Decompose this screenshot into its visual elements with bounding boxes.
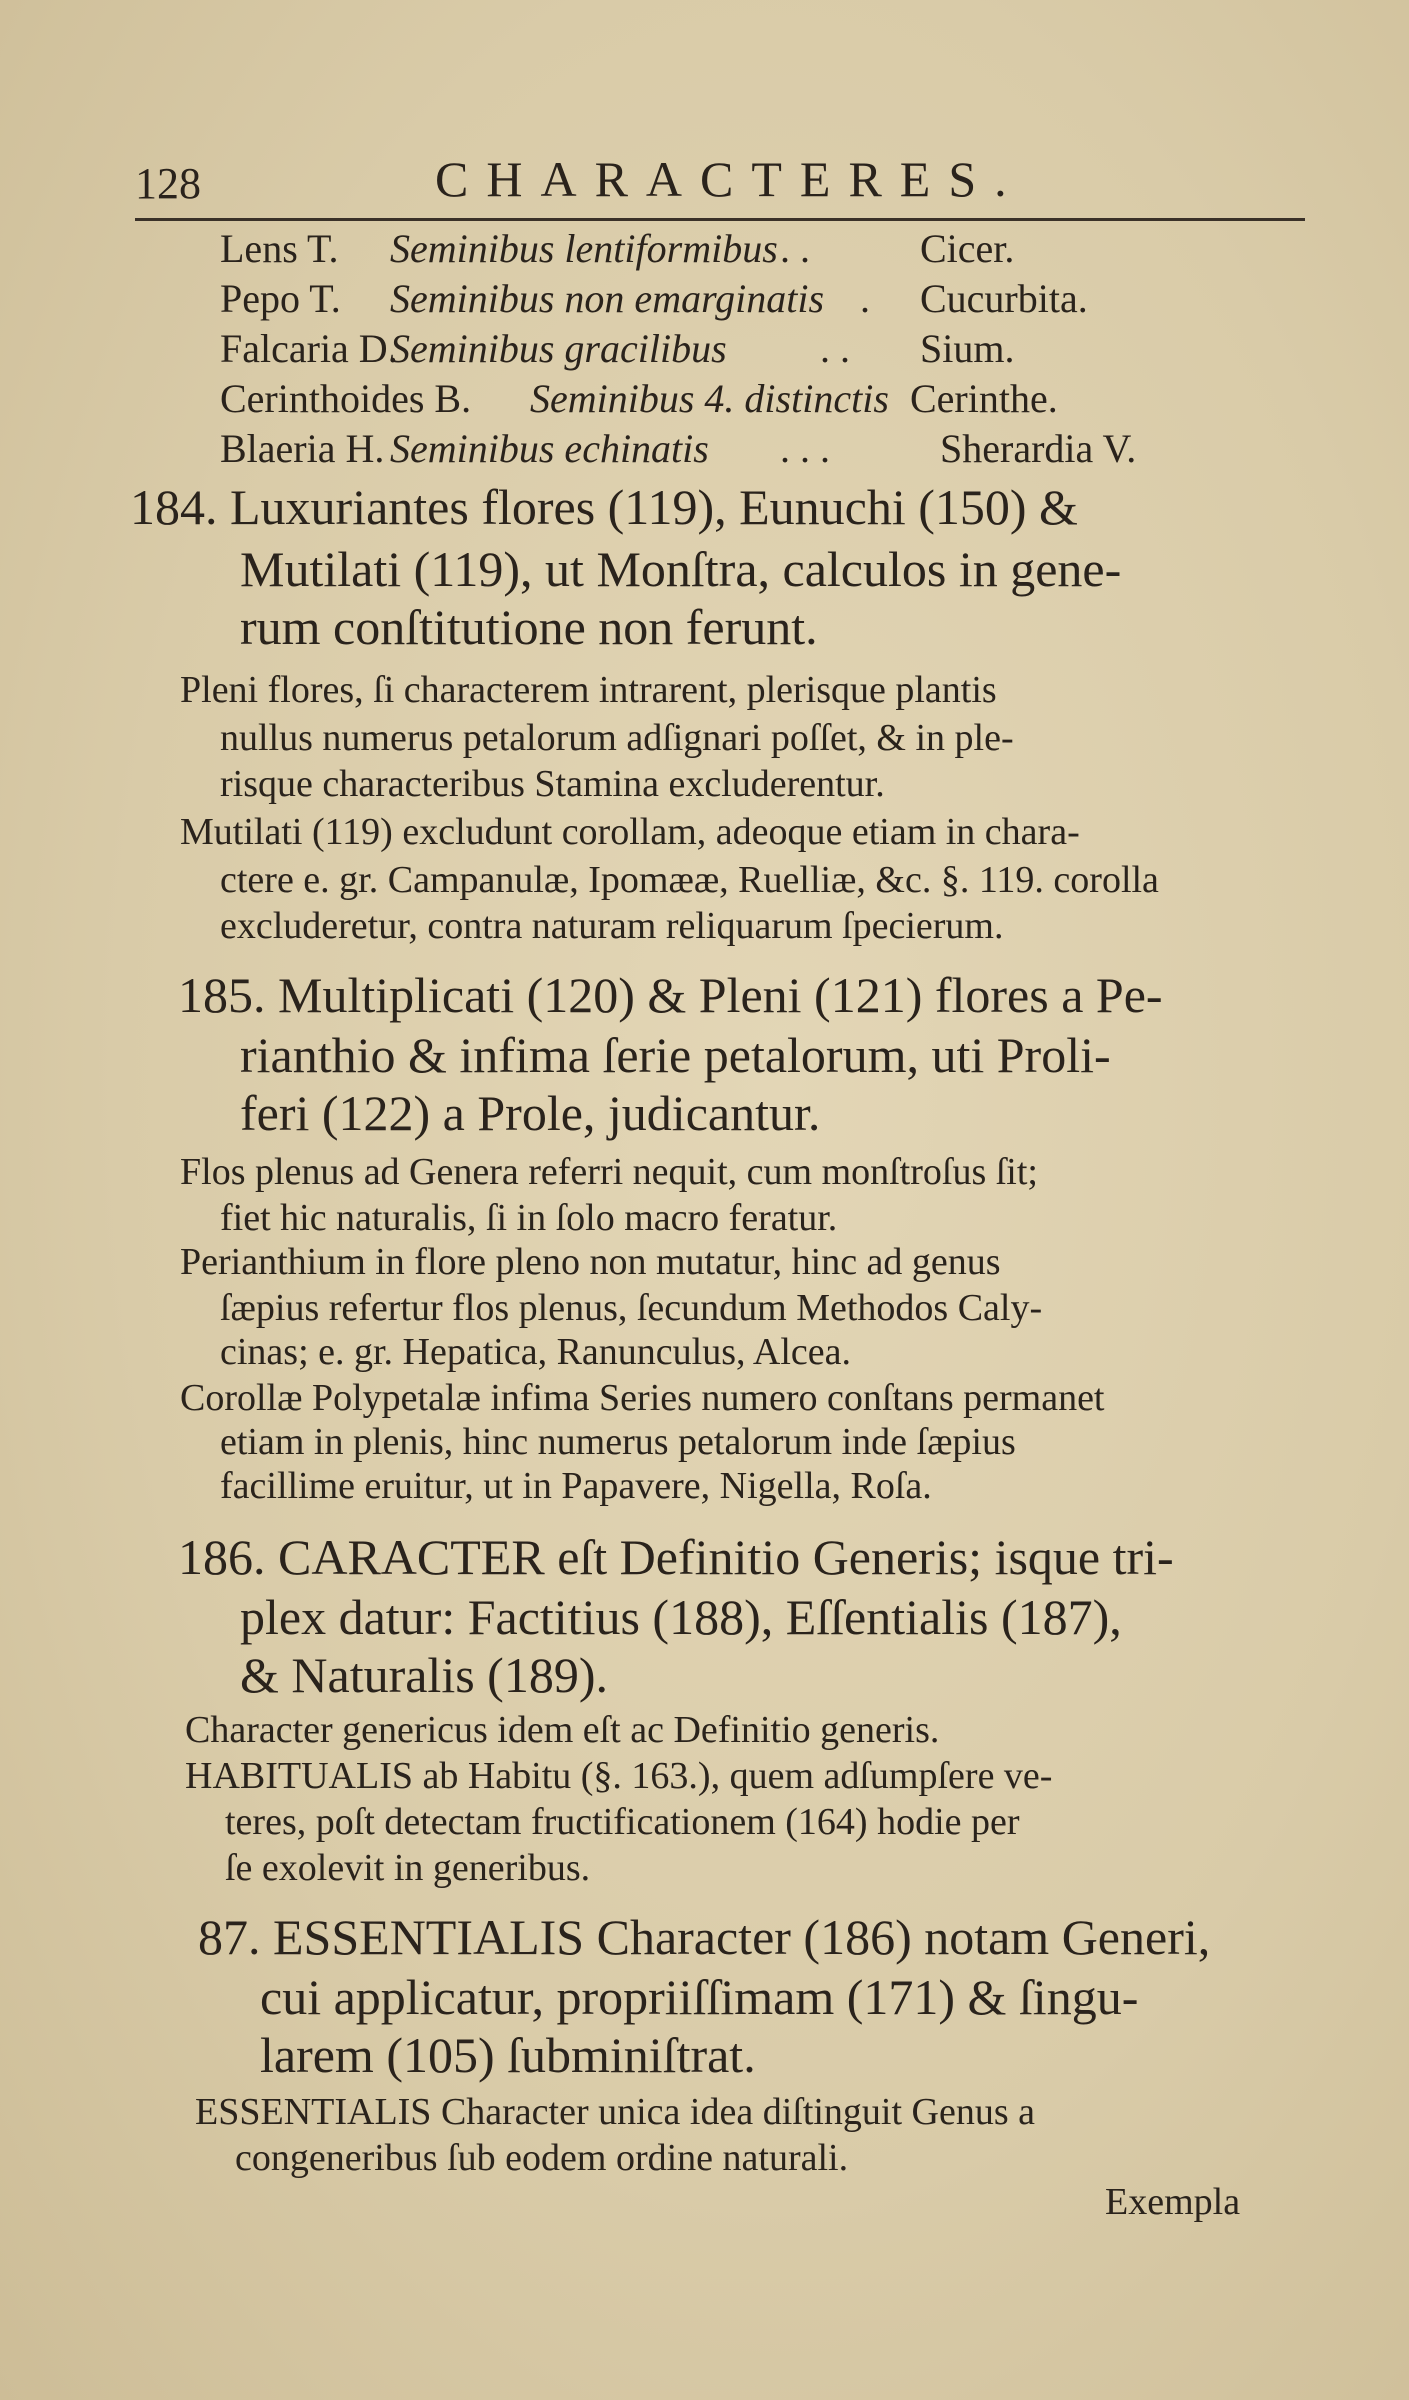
note-line: ſæpius refertur flos plenus, ſecundum Methodos Caly- bbox=[220, 1287, 1043, 1329]
section-heading: 87. ESSENTIALIS Character (186) notam Generi, bbox=[198, 1909, 1211, 1965]
table-row: Falcaria D. Seminibus gracilibus . . Sium. bbox=[220, 326, 1015, 371]
note-line: Pleni flores, ſi characterem intrarent, plerisque plantis bbox=[180, 669, 997, 711]
section-heading: 186. CARACTER eſt Definitio Generis; isque tri- bbox=[178, 1529, 1174, 1585]
running-title: CHARACTERES. bbox=[435, 151, 1025, 207]
note-line: ESSENTIALIS Character unica idea diſtinguit Genus a bbox=[195, 2091, 1036, 2133]
table-row: Cerinthoides B. Seminibus 4. distinctis Cerinthe. bbox=[220, 376, 1058, 421]
note-line: congeneribus ſub eodem ordine naturali. bbox=[235, 2137, 849, 2179]
note-line: teres, poſt detectam fructificationem (164) hodie per bbox=[225, 1801, 1020, 1843]
note-line: HABITUALIS ab Habitu (§. 163.), quem adſumpſere ve- bbox=[185, 1755, 1053, 1797]
note-line: Perianthium in flore pleno non mutatur, hinc ad genus bbox=[180, 1241, 1001, 1283]
note-line: nullus numerus petalorum adſignari poſſet, & in ple- bbox=[220, 717, 1014, 759]
note-line: Mutilati (119) excludunt corollam, adeoque etiam in chara- bbox=[180, 811, 1080, 853]
note-line: Corollæ Polypetalæ infima Series numero conſtans permanet bbox=[180, 1377, 1105, 1419]
note-line: fiet hic naturalis, ſi in ſolo macro feratur. bbox=[220, 1197, 838, 1239]
section-text: rum conſtitutione non ferunt. bbox=[240, 599, 818, 655]
table-row: Lens T. Seminibus lentiformibus . . Cicer. bbox=[220, 226, 1015, 271]
note-line: Flos plenus ad Genera referri nequit, cum monſtroſus ſit; bbox=[180, 1151, 1038, 1193]
section-text: plex datur: Factitius (188), Eſſentialis (187), bbox=[240, 1589, 1122, 1645]
section-text: feri (122) a Prole, judicantur. bbox=[240, 1085, 821, 1141]
note-line: etiam in plenis, hinc numerus petalorum inde ſæpius bbox=[220, 1421, 1016, 1463]
page-header bbox=[135, 150, 1315, 210]
section-text: & Naturalis (189). bbox=[240, 1647, 608, 1703]
section-text: rianthio & infima ſerie petalorum, uti Proli- bbox=[240, 1027, 1111, 1083]
page-number: 128 bbox=[135, 159, 201, 208]
section-text: larem (105) ſubminiſtrat. bbox=[260, 2027, 756, 2083]
table-row: Pepo T. Seminibus non emarginatis . Cucurbita. bbox=[220, 276, 1088, 321]
section-heading: 185. Multiplicati (120) & Pleni (121) flores a Pe- bbox=[178, 967, 1163, 1023]
section-text: Mutilati (119), ut Monſtra, calculos in gene- bbox=[240, 541, 1122, 597]
catchword: Exempla bbox=[1105, 2181, 1241, 2223]
note-line: Character genericus idem eſt ac Definitio generis. bbox=[185, 1709, 940, 1751]
header-rule bbox=[135, 218, 1305, 221]
note-line: facillime eruitur, ut in Papavere, Nigella, Roſa. bbox=[220, 1465, 932, 1507]
note-line: excluderetur, contra naturam reliquarum ſpecierum. bbox=[220, 905, 1004, 947]
note-line: ctere e. gr. Campanulæ, Ipomææ, Ruelliæ, &c. §. 119. corolla bbox=[220, 859, 1159, 901]
section-heading: 184. Luxuriantes flores (119), Eunuchi (150) & bbox=[130, 479, 1078, 535]
section-text: cui applicatur, propriiſſimam (171) & ſingu- bbox=[260, 1969, 1139, 2025]
note-line: cinas; e. gr. Hepatica, Ranunculus, Alcea. bbox=[220, 1331, 852, 1373]
table-row: Blaeria H. Seminibus echinatis . . . Sherardia V. bbox=[220, 426, 1137, 471]
note-line: ſe exolevit in generibus. bbox=[225, 1847, 591, 1889]
note-line: risque characteribus Stamina excluderentur. bbox=[220, 763, 885, 805]
